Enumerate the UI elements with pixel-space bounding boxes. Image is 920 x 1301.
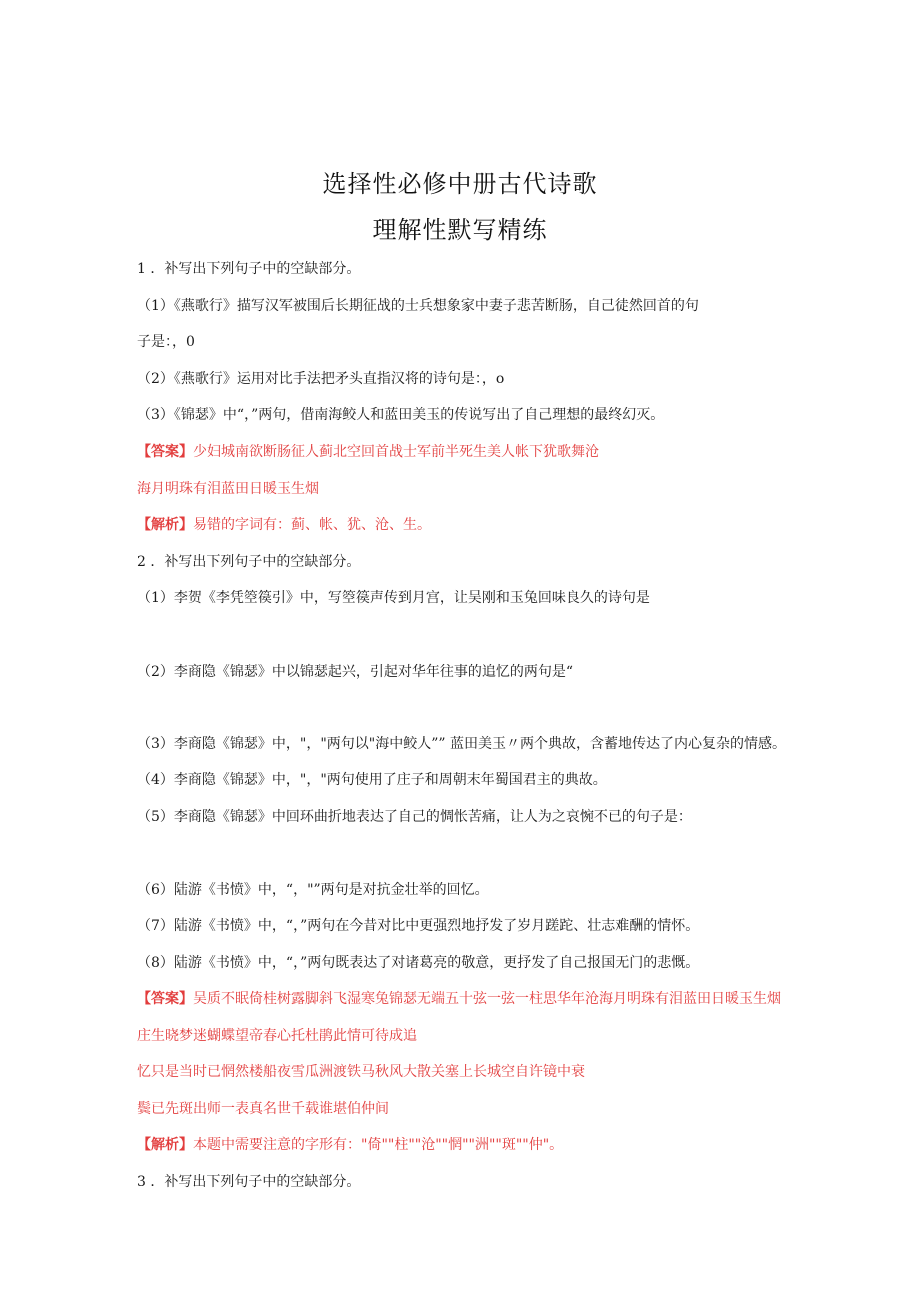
analysis-tag: 【解析】 xyxy=(137,1137,193,1153)
page-title: 选择性必修中册古代诗歌 xyxy=(322,170,598,198)
question-2-item-1: （1）李贺《李凭箜篌引》中，写箜篌声传到月宫，让吴刚和玉兔回味良久的诗句是 xyxy=(137,590,650,606)
question-2-item-4: （4）李商隐《锦瑟》中，"，"两句使用了庄子和周朝末年蜀国君主的典故。 xyxy=(137,772,607,788)
answer-tag: 【答案】 xyxy=(137,444,193,460)
question-2-item-2: （2）李商隐《锦瑟》中以锦瑟起兴，引起对华年往事的追忆的两句是“ xyxy=(137,664,574,680)
answer-text: 少妇城南欲断肠征人蓟北空回首战士军前半死生美人帐下犹歌舞沧 xyxy=(193,444,599,460)
question-2-analysis xyxy=(137,1136,563,1154)
answer-text: 吴质不眠倚桂树露脚斜飞湿寒兔锦瑟无端五十弦一弦一柱思华年沧海月明珠有泪蓝田日暖玉生烟 xyxy=(193,991,781,1007)
question-1-answer-cont: 海月明珠有泪蓝田日暖玉生烟 xyxy=(137,481,319,497)
page-subtitle: 理解性默写精练 xyxy=(372,216,548,244)
question-2-heading: 2 ．补写出下列句子中的空缺部分。 xyxy=(137,554,361,570)
answer-tag: 【答案】 xyxy=(137,991,193,1007)
question-2-answer-line-2: 庄生晓梦迷蝴蝶望帝春心托杜鹃此情可待成追 xyxy=(137,1028,417,1044)
question-1-analysis xyxy=(137,516,431,534)
question-2-answer xyxy=(137,990,781,1008)
question-2-answer-line-4: 鬓已先斑出师一表真名世千载谁堪伯仲间 xyxy=(137,1101,389,1117)
analysis-text: 本题中需要注意的字形有："倚""柱""沧""惘""洲""斑""仲"。 xyxy=(193,1137,564,1153)
question-1-heading: 1 ．补写出下列句子中的空缺部分。 xyxy=(137,261,361,277)
analysis-text: 易错的字词有：蓟、帐、犹、沧、生。 xyxy=(193,517,431,533)
question-3-heading: 3 ．补写出下列句子中的空缺部分。 xyxy=(137,1174,361,1190)
question-2-item-3: （3）李商隐《锦瑟》中，"，"两句以"海中鲛人”” 蓝田美玉〃两个典故，含蓄地传达了内心复杂的情感。 xyxy=(137,736,786,752)
question-2-item-7: （7）陆游《书愤》中，“，”两句在今昔对比中更强烈地抒发了岁月蹉跎、壮志难酬的情怀。 xyxy=(137,918,700,934)
analysis-tag: 【解析】 xyxy=(137,517,193,533)
question-1-item-3: （3）《锦瑟》中“，”两句，借南海鲛人和蓝田美玉的传说写出了自己理想的最终幻灭。 xyxy=(137,407,665,423)
question-2-item-6: （6）陆游《书愤》中，“，"”两句是对抗金壮举的回忆。 xyxy=(137,882,489,898)
question-2-answer-line-3: 忆只是当时已惘然楼船夜雪瓜洲渡铁马秋风大散关塞上长城空自许镜中衰 xyxy=(137,1064,585,1080)
question-1-item-1: （1）《燕歌行》描写汉军被围后长期征战的士兵想象家中妻子悲苦断肠，自己徒然回首的句 xyxy=(137,298,699,314)
question-1-item-2: （2）《燕歌行》运用对比手法把矛头直指汉将的诗句是：，o xyxy=(137,371,505,387)
question-1-item-1-cont: 子是：，0 xyxy=(137,334,195,350)
question-2-item-8: （8）陆游《书愤》中，“，”两句既表达了对诸葛亮的敬意，更抒发了自己报国无门的悲慨。 xyxy=(137,955,700,971)
question-1-answer xyxy=(137,443,599,461)
question-2-item-5: （5）李商隐《锦瑟》中回环曲折地表达了自己的惆怅苦痛，让人为之哀惋不已的句子是： xyxy=(137,809,692,825)
